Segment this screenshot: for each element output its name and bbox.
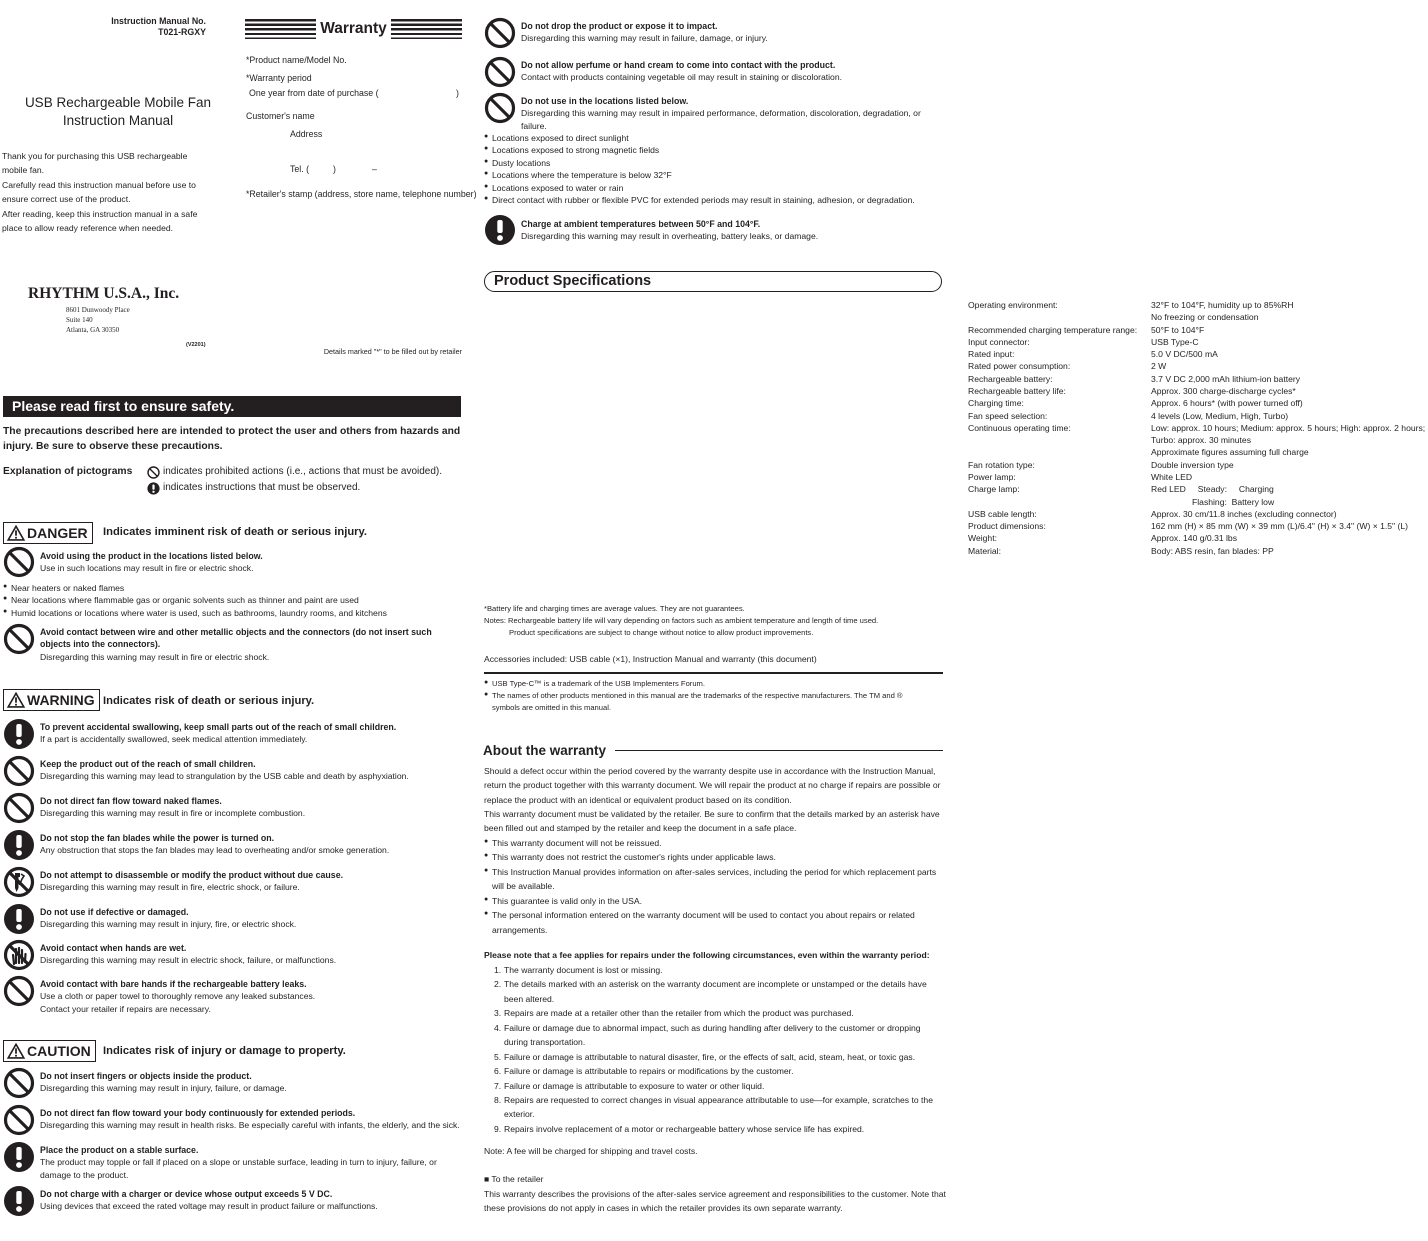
list-text: Repairs are made at a retailer other than the retailer from which the product was purchased. <box>504 1008 854 1019</box>
manual-number-value: T021-RGXY <box>158 27 206 38</box>
item-heading: Do not allow perfume or hand cream to come into contact with the product. <box>521 60 836 70</box>
spec-label: Fan speed selection: <box>968 410 1048 421</box>
spec-value: 32°F to 104°F, humidity up to 85%RH <box>1151 300 1294 310</box>
spec-row <box>968 360 1428 372</box>
item-body: Disregarding this warning may lead to strangulation by the USB cable and death by asphyxiation. <box>40 771 409 782</box>
spec-value: White LED <box>1151 471 1193 482</box>
item-heading: Do not use if defective or damaged. <box>40 907 189 917</box>
spec-row <box>968 348 1428 360</box>
spec-value: 4 levels (Low, Medium, High, Turbo) <box>1151 410 1289 421</box>
item-body: Disregarding this warning may result in injury, fire, or electric shock. <box>40 919 297 930</box>
manual-title-line2: Instruction Manual <box>62 113 174 129</box>
warning-badge-label: WARNING <box>27 691 95 708</box>
danger-description: Indicates imminent risk of death or serious injury. <box>103 526 368 538</box>
list-item: ● Humid locations or locations where water is used, such as bathrooms, laundry rooms, and kitchens <box>3 607 463 619</box>
warning-items <box>3 718 463 1015</box>
item-body: Disregarding this warning may result in fire, electric shock, or failure. <box>40 882 300 893</box>
spec-row <box>968 508 1428 520</box>
item-body: Disregarding this warning may result in injury, failure, or damage. <box>40 1083 287 1094</box>
list-item: ● This warranty document will not be reissued. <box>484 836 946 850</box>
item-heading: Avoid contact between wire and other metallic objects and the connectors (do not insert such objects into the connectors). <box>40 627 432 650</box>
item-body: Contact with products containing vegetable oil may result in staining or discoloration. <box>521 72 843 83</box>
safety-banner: Please read first to ensure safety. <box>3 396 461 417</box>
prohibited-icon <box>3 975 35 1007</box>
spec-value: 5.0 V DC/500 mA <box>1151 349 1218 360</box>
divider <box>484 672 943 674</box>
list-item <box>494 1079 946 1093</box>
item-body: Use a cloth or paper towel to thoroughly remove any leaked substances. <box>40 991 316 1002</box>
spec-row <box>968 410 1428 422</box>
trademark-notes <box>484 678 944 713</box>
item-heading: Do not direct fan flow toward naked flames. <box>40 796 222 806</box>
retailer-heading: ■ To the retailer <box>484 1174 544 1184</box>
danger-item <box>3 546 463 578</box>
item-heading: Avoid contact when hands are wet. <box>40 943 187 953</box>
spec-label: Rated power consumption: <box>968 361 1071 372</box>
precaution-item <box>3 1104 465 1136</box>
list-item: ● Locations exposed to water or rain <box>484 182 944 194</box>
warning-triangle-icon <box>7 1043 25 1059</box>
spec-label: Input connector: <box>968 336 1030 347</box>
spec-value: 3.7 V DC 2,000 mAh lithium-ion battery <box>1151 373 1301 384</box>
caution-badge <box>3 1040 96 1062</box>
company-address <box>66 305 130 335</box>
item-heading: Keep the product out of the reach of small children. <box>40 759 256 769</box>
list-number: 1. <box>494 965 502 975</box>
caution-badge-label: CAUTION <box>27 1042 91 1059</box>
spec-value: Body: ABS resin, fan blades: PP <box>1151 545 1274 556</box>
danger-item <box>3 623 463 663</box>
list-number: 3. <box>494 1008 502 1019</box>
list-item: ● Locations exposed to direct sunlight <box>484 132 944 144</box>
spec-value: Approx. 140 g/0.31 lbs <box>1151 533 1237 544</box>
instruction-icon <box>147 482 160 495</box>
spec-value: Flashing: Battery low <box>1192 496 1275 507</box>
title-rule <box>615 750 943 751</box>
precaution-item <box>3 792 463 824</box>
prohibited-icon <box>484 92 516 124</box>
instruction-icon <box>3 903 35 935</box>
list-item: ● Near locations where flammable gas or organic solvents such as thinner and paint are used <box>3 594 463 606</box>
address-line: Suite 140 <box>66 316 93 325</box>
item-body: Use in such locations may result in fire or electric shock. <box>40 563 254 574</box>
precaution-item <box>484 92 944 132</box>
precaution-item <box>484 56 944 88</box>
intro-line: place to allow ready reference when needed. <box>2 223 174 234</box>
list-item: ● This guarantee is valid only in the USA. <box>484 894 946 908</box>
list-item <box>494 1093 946 1122</box>
spec-label: Fan rotation type: <box>968 459 1035 470</box>
spec-row <box>968 520 1428 532</box>
item-heading: Do not direct fan flow toward your body continuously for extended periods. <box>40 1108 356 1118</box>
spec-label: Weight: <box>968 533 997 544</box>
item-body: Disregarding this warning may result in failure, damage, or injury. <box>521 33 768 44</box>
about-paragraph: Should a defect occur within the period covered by the warranty despite use in accordance with the Instruction Manual, return the product together with this warranty document. We will repair the product at no charge if repairs are possible or replace the product with an identical or equivalent product based on its condition. <box>484 766 941 805</box>
spec-value: Red LED Steady: Charging <box>1151 484 1274 495</box>
item-body: Any obstruction that stops the fan blades may lead to overheating and/or smoke generation. <box>40 845 390 856</box>
spec-value: Double inversion type <box>1151 459 1234 470</box>
spec-value: Approx. 6 hours* (with power turned off) <box>1151 398 1303 409</box>
list-text: Failure or damage is attributable to natural disaster, fire, or the effects of salt, acid, steam, heat, or toxic gas. <box>504 1051 916 1062</box>
list-number: 9. <box>494 1123 502 1134</box>
spec-label: Power lamp: <box>968 471 1016 482</box>
about-paragraph: This warranty document must be validated by the retailer. Be sure to confirm that the details marked by an asterisk have been filled out and stamped by the retailer and keep the document in a safe place. <box>484 809 940 834</box>
retailer-fill-note: Details marked "*" to be filled out by retailer <box>323 347 462 356</box>
item-heading: Charge at ambient temperatures between 50°F and 104°F. <box>521 219 761 229</box>
spec-note: *Battery life and charging times are average values. They are not guarantees. <box>484 604 745 613</box>
instruction-icon <box>3 1185 35 1217</box>
list-text: Repairs are requested to correct changes in visual appearance attributable to use—for example, scratches to the exterior. <box>504 1094 933 1120</box>
warning-badge <box>3 689 100 711</box>
item-body: Contact your retailer if repairs are necessary. <box>40 1003 211 1014</box>
about-bullets <box>484 836 946 937</box>
precaution-item <box>3 755 463 787</box>
danger-badge <box>3 522 93 544</box>
address-line: Atlanta, GA 30350 <box>66 326 120 335</box>
warranty-period-label: *Warranty period <box>246 73 312 83</box>
tel-field: Tel. ( <box>290 164 310 174</box>
item-heading: Do not charge with a charger or device whose output exceeds 5 V DC. <box>40 1188 333 1199</box>
prohibited-icon <box>484 17 516 49</box>
spec-label: Continuous operating time: <box>968 422 1071 433</box>
company-name: RHYTHM U.S.A., Inc. <box>28 285 180 302</box>
unsuitable-locations-list <box>484 132 944 207</box>
pictogram-label: Explanation of pictograms <box>3 466 133 477</box>
pictogram-prohibited-row <box>147 465 442 479</box>
list-item: ● This Instruction Manual provides information on after-sales services, including the period for which replacement parts will be available. <box>484 865 946 894</box>
spec-row <box>968 324 1428 336</box>
spec-row <box>968 471 1428 483</box>
list-item: ● Locations exposed to strong magnetic fields <box>484 144 944 156</box>
pictogram-instruction-row <box>147 481 360 495</box>
tel-close: ) <box>333 164 336 174</box>
spec-value: 162 mm (H) × 85 mm (W) × 39 mm (L)/6.4" (H) × 3.4" (W) × 1.5" (L) <box>1151 521 1408 532</box>
pictogram-prohibited-text: indicates prohibited actions (i.e., actions that must be avoided). <box>163 466 443 477</box>
pictogram-instruction-text: indicates instructions that must be observed. <box>163 482 361 493</box>
list-item: ● USB Type-C™ is a trademark of the USB Implementers Forum. <box>484 678 944 690</box>
precaution-item <box>3 718 463 750</box>
item-body: Disregarding this warning may result in health risks. Be especially careful with infants, the elderly, and the sick. <box>40 1120 460 1131</box>
spec-label: Product dimensions: <box>968 521 1046 532</box>
list-item <box>494 1064 946 1078</box>
list-item: ● Direct contact with rubber or flexible PVC for extended periods may result in staining, adhesion, or degradation. <box>484 194 944 206</box>
prohibited-icon <box>3 755 35 787</box>
address-line: 8601 Dunwoody Place <box>66 306 130 314</box>
precaution-item <box>3 1067 465 1099</box>
intro-line: ensure correct use of the product. <box>2 194 131 205</box>
item-body: Disregarding this warning may result in fire or incomplete combustion. <box>40 808 306 819</box>
list-item <box>494 1021 946 1050</box>
list-number: 5. <box>494 1051 502 1062</box>
spec-value: Approximate figures assuming full charge <box>1151 447 1309 458</box>
item-heading: Do not insert fingers or objects inside the product. <box>40 1071 252 1081</box>
customer-name-field: Customer's name <box>246 111 315 121</box>
retailer-body: This warranty describes the provisions of the after-sales service agreement and responsibilities to the customer. Note that these provisions do not apply in cases in which the retailer provides its own separate warranty. <box>484 1189 946 1214</box>
item-heading: Do not attempt to disassemble or modify the product without due cause. <box>40 870 344 880</box>
spec-notes <box>484 603 944 638</box>
warning-triangle-icon <box>7 525 25 541</box>
spec-value: Turbo: approx. 30 minutes <box>1151 435 1251 446</box>
list-item <box>494 977 946 1006</box>
spec-row <box>968 373 1428 385</box>
item-body: The product may topple or fall if placed on a slope or unstable surface, leading in turn to injury, failure, or damage to the product. <box>40 1157 437 1180</box>
prohibited-icon <box>484 56 516 88</box>
stripe-decoration <box>245 19 316 39</box>
manual-title-line1: USB Rechargeable Mobile Fan <box>24 95 212 110</box>
item-body: Disregarding this warning may result in overheating, battery leaks, or damage. <box>521 231 819 242</box>
list-number: 7. <box>494 1080 502 1091</box>
item-heading: Avoid using the product in the locations listed below. <box>40 551 263 561</box>
warning-triangle-icon <box>7 692 25 708</box>
warranty-card-title: Warranty <box>320 20 387 37</box>
danger-location-list <box>3 582 463 619</box>
list-item <box>494 1122 946 1136</box>
spec-value: 50°F to 104°F <box>1151 324 1205 335</box>
danger-badge-label: DANGER <box>27 524 88 541</box>
instruction-icon <box>3 829 35 861</box>
precaution-item <box>3 1141 465 1181</box>
spec-row <box>968 385 1428 397</box>
no-disassembly-icon <box>3 866 35 898</box>
spec-label: Charging time: <box>968 398 1024 409</box>
instruction-icon <box>3 718 35 750</box>
manual-number-label: Instruction Manual No. <box>111 16 206 26</box>
list-item: ● Dusty locations <box>484 157 944 169</box>
spec-table <box>484 299 1426 557</box>
spec-value: Approx. 30 cm/11.8 inches (excluding connector) <box>1151 508 1337 519</box>
intro-line: Carefully read this instruction manual before use to <box>2 179 196 190</box>
spec-row <box>968 336 1428 348</box>
warranty-period-value: One year from date of purchase ( <box>249 88 379 98</box>
list-number: 6. <box>494 1066 502 1077</box>
list-item: ● The names of other products mentioned in this manual are the trademarks of the respective manufacturers. The TM and ® <box>484 690 944 702</box>
spec-value: 2 W <box>1151 361 1167 372</box>
item-body: Disregarding this warning may result in electric shock, failure, or malfunctions. <box>40 955 337 966</box>
intro-line: After reading, keep this instruction manual in a safe <box>2 208 198 219</box>
prohibited-icon <box>3 623 35 655</box>
no-wet-hands-icon <box>3 939 35 971</box>
list-number: 2. <box>494 979 502 990</box>
fee-note: Note: A fee will be charged for shipping and travel costs. <box>484 1146 698 1156</box>
prohibited-icon <box>3 1104 35 1136</box>
item-body: Using devices that exceed the rated voltage may result in product failure or malfunctions. <box>40 1201 378 1212</box>
spec-label: Material: <box>968 545 1001 556</box>
item-heading: Avoid contact with bare hands if the rechargeable battery leaks. <box>40 979 307 989</box>
precaution-item <box>3 1185 465 1217</box>
customer-address-field: Address <box>290 129 323 139</box>
safety-intro: The precautions described here are intended to protect the user and others from hazards and injury. Be sure to observe these precautions. <box>3 426 461 453</box>
product-name-field: *Product name/Model No. <box>246 55 347 65</box>
spec-label: Recommended charging temperature range: <box>968 324 1138 335</box>
intro-text <box>2 149 212 236</box>
intro-line: mobile fan. <box>2 165 45 176</box>
manual-number <box>60 16 206 39</box>
list-text: The details marked with an asterisk on the warranty document are incomplete or unstamped or the details have been altered. <box>504 979 927 1004</box>
spec-row <box>968 422 1428 459</box>
spec-note: Notes: Rechargeable battery life will vary depending on factors such as ambient temperature and length of time used. <box>484 615 879 625</box>
list-item <box>494 1006 946 1020</box>
precaution-item <box>484 17 944 49</box>
list-item: ● This warranty does not restrict the customer's rights under applicable laws. <box>484 850 946 864</box>
warranty-period-close: ) <box>456 88 459 98</box>
precaution-item <box>3 866 463 898</box>
fee-conditions-list <box>484 963 946 1136</box>
list-number: 8. <box>494 1094 502 1105</box>
precaution-item <box>3 975 463 1015</box>
spec-row <box>968 532 1428 544</box>
spec-value: Low: approx. 10 hours; Medium: approx. 5 hours; High: approx. 2 hours; <box>1151 422 1426 433</box>
spec-row <box>968 545 1428 557</box>
list-text: The warranty document is lost or missing. <box>504 965 663 975</box>
prohibited-icon <box>3 1067 35 1099</box>
list-item: symbols are omitted in this manual. <box>492 702 612 712</box>
item-body: Disregarding this warning may result in fire or electric shock. <box>40 651 270 662</box>
item-heading: Do not stop the fan blades while the power is turned on. <box>40 833 275 843</box>
prohibited-icon <box>3 546 35 578</box>
item-heading: Place the product on a stable surface. <box>40 1145 199 1155</box>
stripe-decoration <box>391 19 462 39</box>
spec-label: USB cable length: <box>968 508 1037 519</box>
spec-row <box>968 397 1428 409</box>
precaution-item <box>3 939 463 971</box>
spec-value: Approx. 300 charge-discharge cycles* <box>1151 385 1296 396</box>
item-body: If a part is accidentally swallowed, seek medical attention immediately. <box>40 734 308 745</box>
warranty-card-header <box>245 17 462 43</box>
precaution-item <box>3 903 463 935</box>
list-text: Failure or damage due to abnormal impact, such as during handling after delivery to the customer or dropping during transportation. <box>504 1022 921 1048</box>
list-item <box>494 963 946 977</box>
list-text: Failure or damage is attributable to repairs or modifications by the customer. <box>504 1066 794 1077</box>
prohibited-icon <box>3 792 35 824</box>
spec-label: Operating environment: <box>968 300 1058 310</box>
spec-row <box>968 459 1428 471</box>
manual-title <box>0 94 236 130</box>
about-warranty-title: About the warranty <box>483 743 607 758</box>
list-item <box>494 1050 946 1064</box>
list-item: ● The personal information entered on the warranty document will be used to contact you about repairs or related arrangements. <box>484 908 946 937</box>
caution-description: Indicates risk of injury or damage to property. <box>103 1045 346 1057</box>
item-heading: Do not drop the product or expose it to impact. <box>521 21 718 31</box>
precaution-item <box>3 829 463 861</box>
spec-row <box>968 483 1428 508</box>
spec-label: Rechargeable battery life: <box>968 385 1066 396</box>
prohibited-icon <box>147 466 160 479</box>
instruction-icon <box>3 1141 35 1173</box>
list-item: ● Locations where the temperature is below 32°F <box>484 169 944 181</box>
list-text: Failure or damage is attributable to exposure to water or other liquid. <box>504 1080 765 1091</box>
spec-note: Product specifications are subject to change without notice to allow product improvements. <box>509 627 814 637</box>
spec-value: No freezing or condensation <box>1151 312 1259 323</box>
accessories-text: Accessories included: USB cable (×1), Instruction Manual and warranty (this document) <box>484 654 817 664</box>
item-body: Disregarding this warning may result in impaired performance, deformation, discoloration, degradation, or failure. <box>521 108 921 131</box>
intro-line: Thank you for purchasing this USB rechargeable <box>2 151 188 161</box>
version-code: (V2201) <box>186 342 206 348</box>
list-item: ● Near heaters or naked flames <box>3 582 463 594</box>
retailer-stamp-field: *Retailer's stamp (address, store name, telephone number) <box>246 189 477 199</box>
specs-title: Product Specifications <box>484 271 942 292</box>
right-precaution-items <box>484 17 944 132</box>
spec-value: USB Type-C <box>1151 336 1199 347</box>
list-number: 4. <box>494 1022 502 1033</box>
spec-label: Rated input: <box>968 349 1015 360</box>
spec-label: Rechargeable battery: <box>968 373 1053 384</box>
item-heading: Do not use in the locations listed below. <box>521 96 689 106</box>
fee-heading: Please note that a fee applies for repairs under the following circumstances, even within the warranty period: <box>484 950 930 960</box>
instruction-icon <box>484 214 516 246</box>
charge-temperature-item <box>484 214 944 246</box>
caution-items <box>3 1067 465 1217</box>
item-heading: To prevent accidental swallowing, keep small parts out of the reach of small children. <box>40 722 397 732</box>
spec-row <box>968 299 1428 324</box>
spec-label: Charge lamp: <box>968 484 1020 495</box>
warning-description: Indicates risk of death or serious injury. <box>103 695 315 707</box>
list-text: Repairs involve replacement of a motor or rechargeable battery whose service life has expired. <box>504 1123 865 1134</box>
tel-dash: – <box>372 164 377 174</box>
